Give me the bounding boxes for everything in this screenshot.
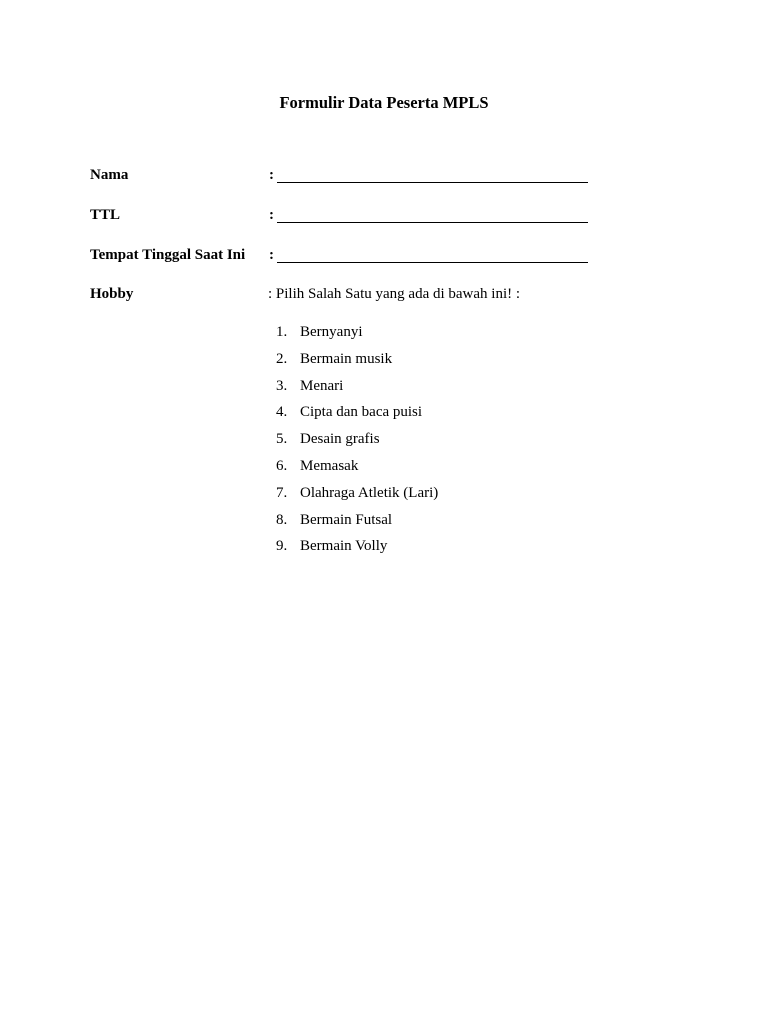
list-item-number: 2. bbox=[276, 350, 288, 367]
blank-line-tempat-tinggal[interactable] bbox=[277, 262, 588, 263]
blank-line-nama[interactable] bbox=[277, 182, 588, 183]
field-hobby bbox=[90, 286, 610, 306]
list-item-text: Memasak bbox=[300, 457, 359, 474]
list-item-number: 4. bbox=[276, 404, 288, 421]
list-item-text: Cipta dan baca puisi bbox=[300, 404, 423, 421]
list-item-text: Bernyanyi bbox=[300, 324, 363, 340]
list-item-number: 3. bbox=[276, 377, 288, 394]
field-tempat-tinggal bbox=[90, 247, 610, 267]
list-item-number: 1. bbox=[276, 324, 288, 340]
field-label-ttl: TTL bbox=[90, 207, 121, 223]
field-label-tempat-tinggal: Tempat Tinggal Saat Ini bbox=[90, 247, 246, 263]
list-item-number: 5. bbox=[276, 431, 288, 448]
form-title: Formulir Data Peserta MPLS bbox=[279, 93, 489, 112]
field-label-hobby: Hobby bbox=[90, 286, 134, 302]
hobby-instruction: : Pilih Salah Satu yang ada di bawah ini! : bbox=[268, 286, 521, 302]
field-colon-tempat-tinggal: : bbox=[269, 247, 274, 263]
field-nama bbox=[90, 167, 610, 187]
list-item-text: Olahraga Atletik (Lari) bbox=[300, 484, 439, 501]
list-item-number: 8. bbox=[276, 511, 288, 528]
field-colon-ttl: : bbox=[269, 207, 274, 223]
list-item-text: Bermain Futsal bbox=[300, 511, 393, 528]
blank-line-ttl[interactable] bbox=[277, 222, 588, 223]
list-item-number: 6. bbox=[276, 457, 288, 474]
list-item-text: Bermain Volly bbox=[300, 538, 388, 555]
list-item-text: Menari bbox=[300, 377, 344, 394]
field-ttl bbox=[90, 207, 610, 227]
field-label-nama: Nama bbox=[90, 167, 129, 183]
field-colon-nama: : bbox=[269, 167, 274, 183]
list-item-number: 9. bbox=[276, 538, 288, 555]
list-item-text: Bermain musik bbox=[300, 350, 393, 367]
list-item-text: Desain grafis bbox=[300, 431, 380, 448]
list-item-number: 7. bbox=[276, 484, 288, 501]
